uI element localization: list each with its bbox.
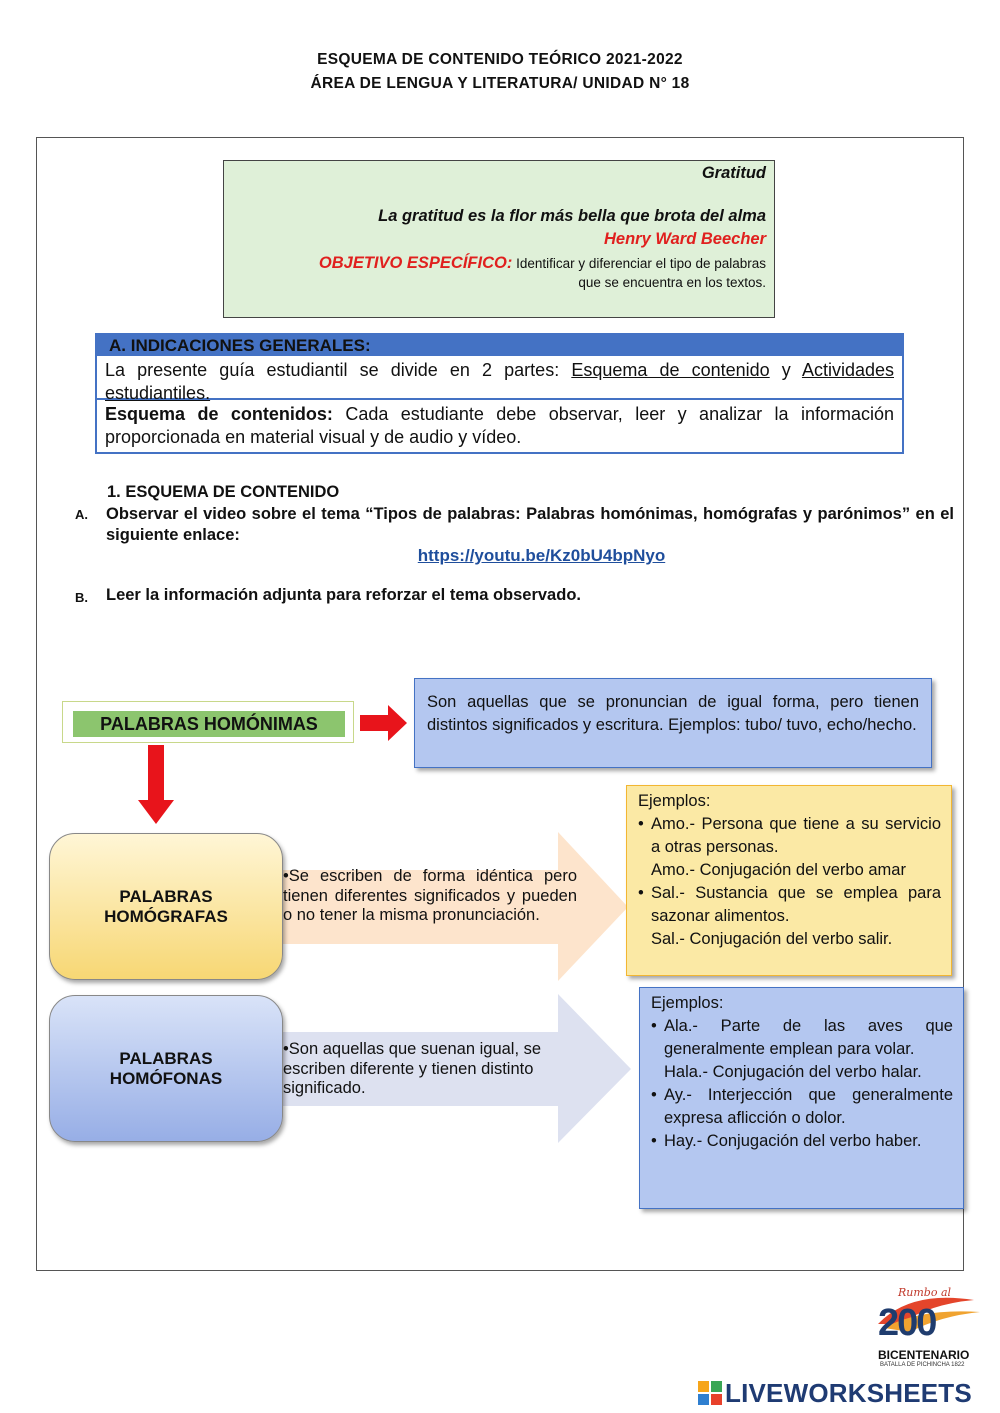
homografas-label-2: HOMÓGRAFAS [104, 906, 228, 926]
quote-text: La gratitud es la flor más bella que brota del alma [378, 207, 766, 225]
liveworksheets-mark-icon [698, 1381, 722, 1405]
example-extra: Amo.- Conjugación del verbo amar [651, 861, 906, 879]
liveworksheets-logo [698, 1379, 998, 1407]
homofonas-definition: •Son aquellas que suenan igual, se escriben diferente y tienen distinto significado. [283, 1040, 542, 1097]
item-b-letter: B. [75, 590, 88, 605]
item-b-text: Leer la información adjunta para reforzar el tema observado. [106, 586, 581, 604]
homonimas-label: PALABRAS HOMÓNIMAS [73, 711, 345, 737]
bicentenario-logo [868, 1286, 986, 1374]
list-item [638, 813, 941, 882]
homofonas-examples-list [651, 1015, 953, 1153]
esquema-link-text: Esquema de contenido [571, 360, 770, 380]
video-link[interactable]: https://youtu.be/Kz0bU4bpNyo [417, 546, 666, 565]
example-main: Ay.- Interjección que generalmente expresa aflicción o dolor. [664, 1086, 953, 1127]
objective-text-2: que se encuentra en los textos. [578, 275, 766, 290]
arrow-down-icon [137, 745, 175, 825]
objective-text-1: Identificar y diferenciar el tipo de palabras [516, 256, 766, 271]
homofonas-label-box [49, 995, 283, 1142]
quote-box [223, 160, 775, 318]
homografas-definition: •Se escriben de forma idéntica pero tienen diferentes significados y pueden o no tener la misma pronunciación. [283, 867, 577, 924]
homofonas-examples-box [639, 987, 964, 1209]
liveworksheets-wordmark: LIVEWORKSHEETS [725, 1378, 972, 1408]
homografas-label-1: PALABRAS [119, 886, 213, 906]
document-title: ESQUEMA DE CONTENIDO TEÓRICO 2021-2022 [317, 51, 683, 68]
homofonas-label-2: HOMÓFONAS [109, 1068, 223, 1088]
objective-label: OBJETIVO ESPECÍFICO: [318, 254, 513, 272]
list-item [651, 1084, 953, 1130]
homografas-examples-title: Ejemplos: [638, 792, 711, 810]
homofonas-examples-title: Ejemplos: [651, 994, 724, 1012]
list-item [651, 1015, 953, 1084]
objective [232, 254, 766, 292]
example-extra: Hala.- Conjugación del verbo halar. [664, 1063, 922, 1081]
homografas-label-box [49, 833, 283, 980]
p1-text: La presente guía estudiantil se divide en 2 partes: [105, 360, 572, 380]
indicaciones-box [95, 333, 904, 454]
bicentenario-name: BICENTENARIO [878, 1348, 970, 1362]
indicaciones-paragraph-1 [97, 356, 902, 403]
bicentenario-number: 200 [878, 1302, 936, 1344]
example-main: Amo.- Persona que tiene a su servicio a otras personas. [651, 815, 941, 856]
example-main: Hay.- Conjugación del verbo haber. [664, 1132, 922, 1150]
section-heading: 1. ESQUEMA DE CONTENIDO [107, 483, 340, 501]
arrow-right-icon [360, 705, 408, 741]
homonimas-definition-box [414, 678, 932, 768]
example-main: Sal.- Sustancia que se emplea para sazonar alimentos. [651, 884, 941, 925]
homografas-examples-list [638, 813, 941, 951]
p1-mid: y [769, 360, 802, 380]
bicentenario-sub: BATALLA DE PICHINCHA 1822 [880, 1362, 965, 1368]
list-item [651, 1130, 953, 1153]
p2-label: Esquema de contenidos: [105, 404, 333, 424]
actividades-link-text: Actividades estudiantiles. [105, 360, 894, 403]
quote-author: Henry Ward Beecher [603, 230, 766, 248]
indicaciones-heading: A. INDICACIONES GENERALES: [97, 335, 902, 356]
homografas-examples-box [626, 785, 952, 976]
p2-text: Cada estudiante debe observar, leer y analizar la información proporcionada en material visual y de audio y vídeo. [105, 404, 894, 447]
example-extra: Sal.- Conjugación del verbo salir. [651, 930, 893, 948]
homofonas-label-1: PALABRAS [119, 1048, 213, 1068]
document-subtitle: ÁREA DE LENGUA Y LITERATURA/ UNIDAD N° 18 [310, 75, 690, 92]
bicentenario-script: Rumbo al [898, 1286, 952, 1299]
item-a-letter: A. [75, 507, 88, 522]
homonimas-label-box [62, 701, 354, 743]
example-main: Ala.- Parte de las aves que generalmente emplean para volar. [664, 1017, 953, 1058]
indicaciones-paragraph-2 [97, 400, 902, 450]
item-a-text: Observar el video sobre el tema “Tipos de palabras: Palabras homónimas, homógrafas y parónimos” en el siguiente enlace: [106, 505, 954, 544]
quote-title: Gratitud [701, 164, 766, 182]
homonimas-definition: Son aquellas que se pronuncian de igual forma, pero tienen distintos significados y escritura. Ejemplos: tubo/ tuvo, echo/hecho. [427, 693, 919, 734]
list-item [638, 882, 941, 951]
